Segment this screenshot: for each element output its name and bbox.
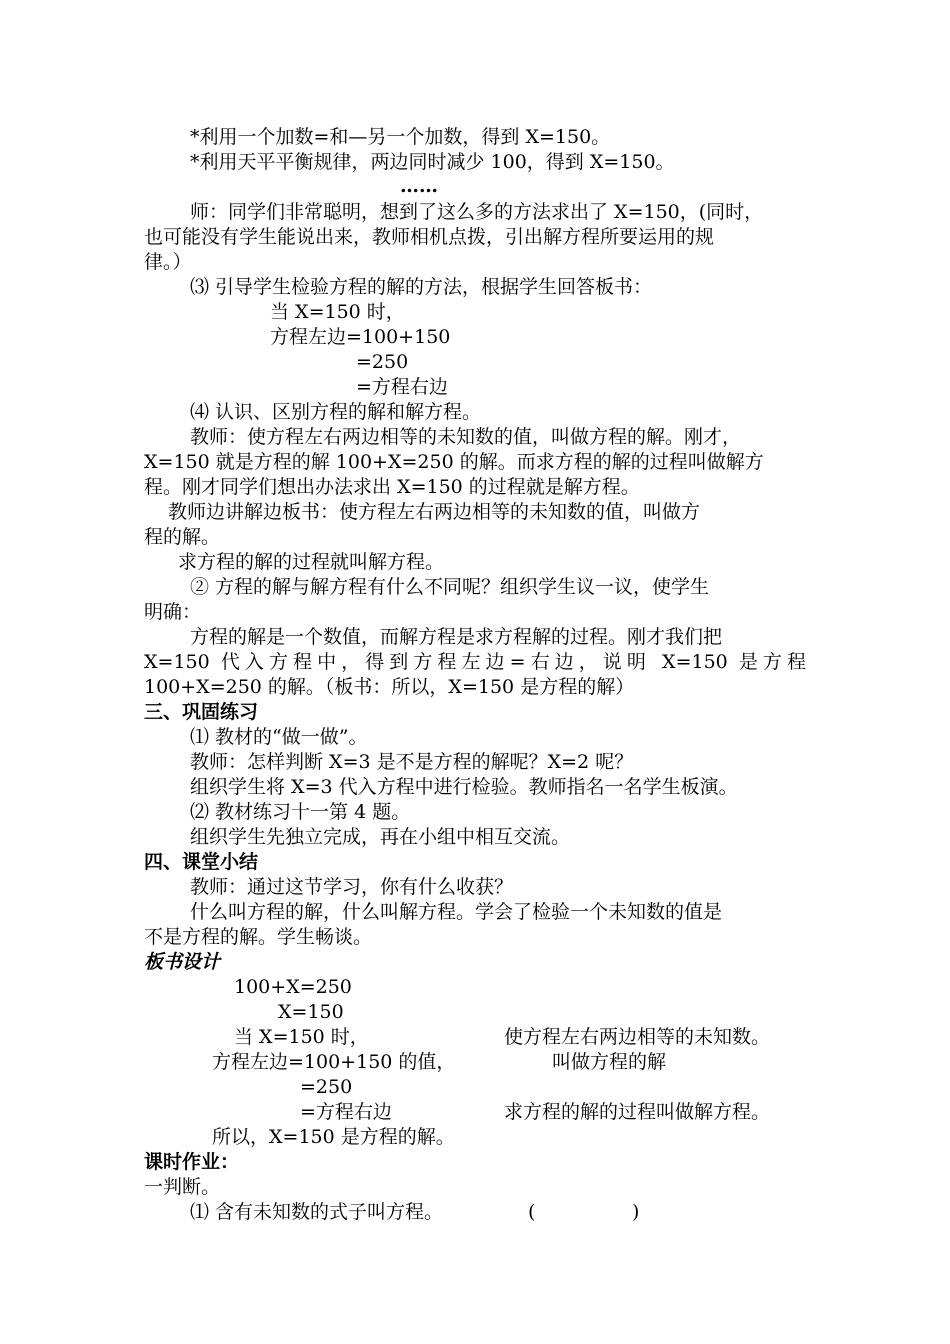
definition-line-2: X=150 就是方程的解 100+X=250 的解。而求方程的解的过程叫做解方: [144, 451, 764, 473]
method-line-1: *利用一个加数=和—另一个加数，得到 X=150。: [190, 126, 611, 148]
homework-judge-heading: 一判断。: [144, 1176, 221, 1198]
answer-bracket-open: (: [528, 1201, 536, 1223]
definition-line-3: 程。刚才同学们想出办法求出 X=150 的过程就是解方程。: [144, 476, 640, 498]
explanation-line-1: 方程的解是一个数值，而解方程是求方程解的过程。刚才我们把: [190, 626, 723, 648]
method-line-2: *利用天平平衡规律，两边同时减少 100，得到 X=150。: [190, 151, 675, 173]
board-solution: X=150: [278, 1001, 344, 1023]
board-definition-line-2: 叫做方程的解: [552, 1051, 667, 1073]
difference-line-2: 明确：: [144, 601, 202, 623]
homework-heading: 课时作业：: [144, 1151, 240, 1173]
board-check-line-4: =方程右边: [300, 1101, 392, 1123]
check-line-3: =250: [356, 351, 409, 373]
board-check-line-1: 当 X=150 时，: [234, 1026, 369, 1048]
practice-line-5: 组织学生先独立完成，再在小组中相互交流。: [190, 826, 571, 848]
board-check-line-3: =250: [300, 1076, 353, 1098]
summary-line-2: 什么叫方程的解，什么叫解方程。学会了检验一个未知数的值是: [190, 901, 723, 923]
board-design-heading: 板书设计: [144, 951, 221, 973]
teacher-remark-line-1: 师：同学们非常聪明，想到了这么多的方法求出了 X=150，(同时，: [190, 201, 764, 223]
board-equation: 100+X=250: [234, 976, 352, 998]
summary-line-3: 不是方程的解。学生畅谈。: [144, 926, 373, 948]
ellipsis: ……: [400, 175, 438, 197]
check-line-1: 当 X=150 时，: [270, 301, 405, 323]
board-note-line-2: 程的解。: [144, 526, 221, 548]
practice-line-4: ⑵ 教材练习十一第 4 题。: [190, 801, 411, 823]
check-line-2: 方程左边=100+150: [270, 326, 451, 348]
board-definition-line-3: 求方程的解的过程叫做解方程。: [504, 1101, 771, 1123]
board-note-line-1: 教师边讲解边板书：使方程左右两边相等的未知数的值，叫做方: [168, 501, 701, 523]
practice-line-2: 教师：怎样判断 X=3 是不是方程的解呢？X=2 呢？: [190, 751, 634, 773]
answer-bracket-close: ): [632, 1201, 640, 1223]
explanation-line-3: 100+X=250 的解。（板书：所以，X=150 是方程的解）: [144, 676, 635, 698]
practice-line-3: 组织学生将 X=3 代入方程中进行检验。教师指名一名学生板演。: [190, 776, 738, 798]
step-4-heading: ⑷ 认识、区别方程的解和解方程。: [190, 401, 482, 423]
teacher-remark-line-3: 律。）: [144, 251, 192, 273]
definition-line-1: 教师：使方程左右两边相等的未知数的值，叫做方程的解。刚才，: [190, 426, 742, 448]
practice-line-1: ⑴ 教材的“做一做”。: [190, 726, 368, 748]
explanation-line-2: X=150 代入方程中，得到方程左边=右边，说明 X=150 是方程: [144, 651, 806, 673]
check-line-4: =方程右边: [356, 376, 448, 398]
section-3-heading: 三、巩固练习: [144, 701, 259, 723]
section-4-heading: 四、课堂小结: [144, 851, 259, 873]
board-check-line-2: 方程左边=100+150 的值，: [212, 1051, 456, 1073]
difference-line-1: ② 方程的解与解方程有什么不同呢？组织学生议一议，使学生: [190, 576, 710, 598]
board-note-line-3: 求方程的解的过程就叫解方程。: [178, 551, 445, 573]
teacher-remark-line-2: 也可能没有学生能说出来，教师相机点拨，引出解方程所要运用的规: [144, 226, 715, 248]
board-definition-line-1: 使方程左右两边相等的未知数。: [504, 1026, 771, 1048]
homework-item-1: ⑴ 含有未知数的式子叫方程。: [190, 1201, 444, 1223]
board-conclusion: 所以，X=150 是方程的解。: [212, 1126, 455, 1148]
summary-line-1: 教师：通过这节学习，你有什么收获？: [190, 876, 514, 898]
step-3-heading: ⑶ 引导学生检验方程的解的方法，根据学生回答板书：: [190, 276, 653, 298]
